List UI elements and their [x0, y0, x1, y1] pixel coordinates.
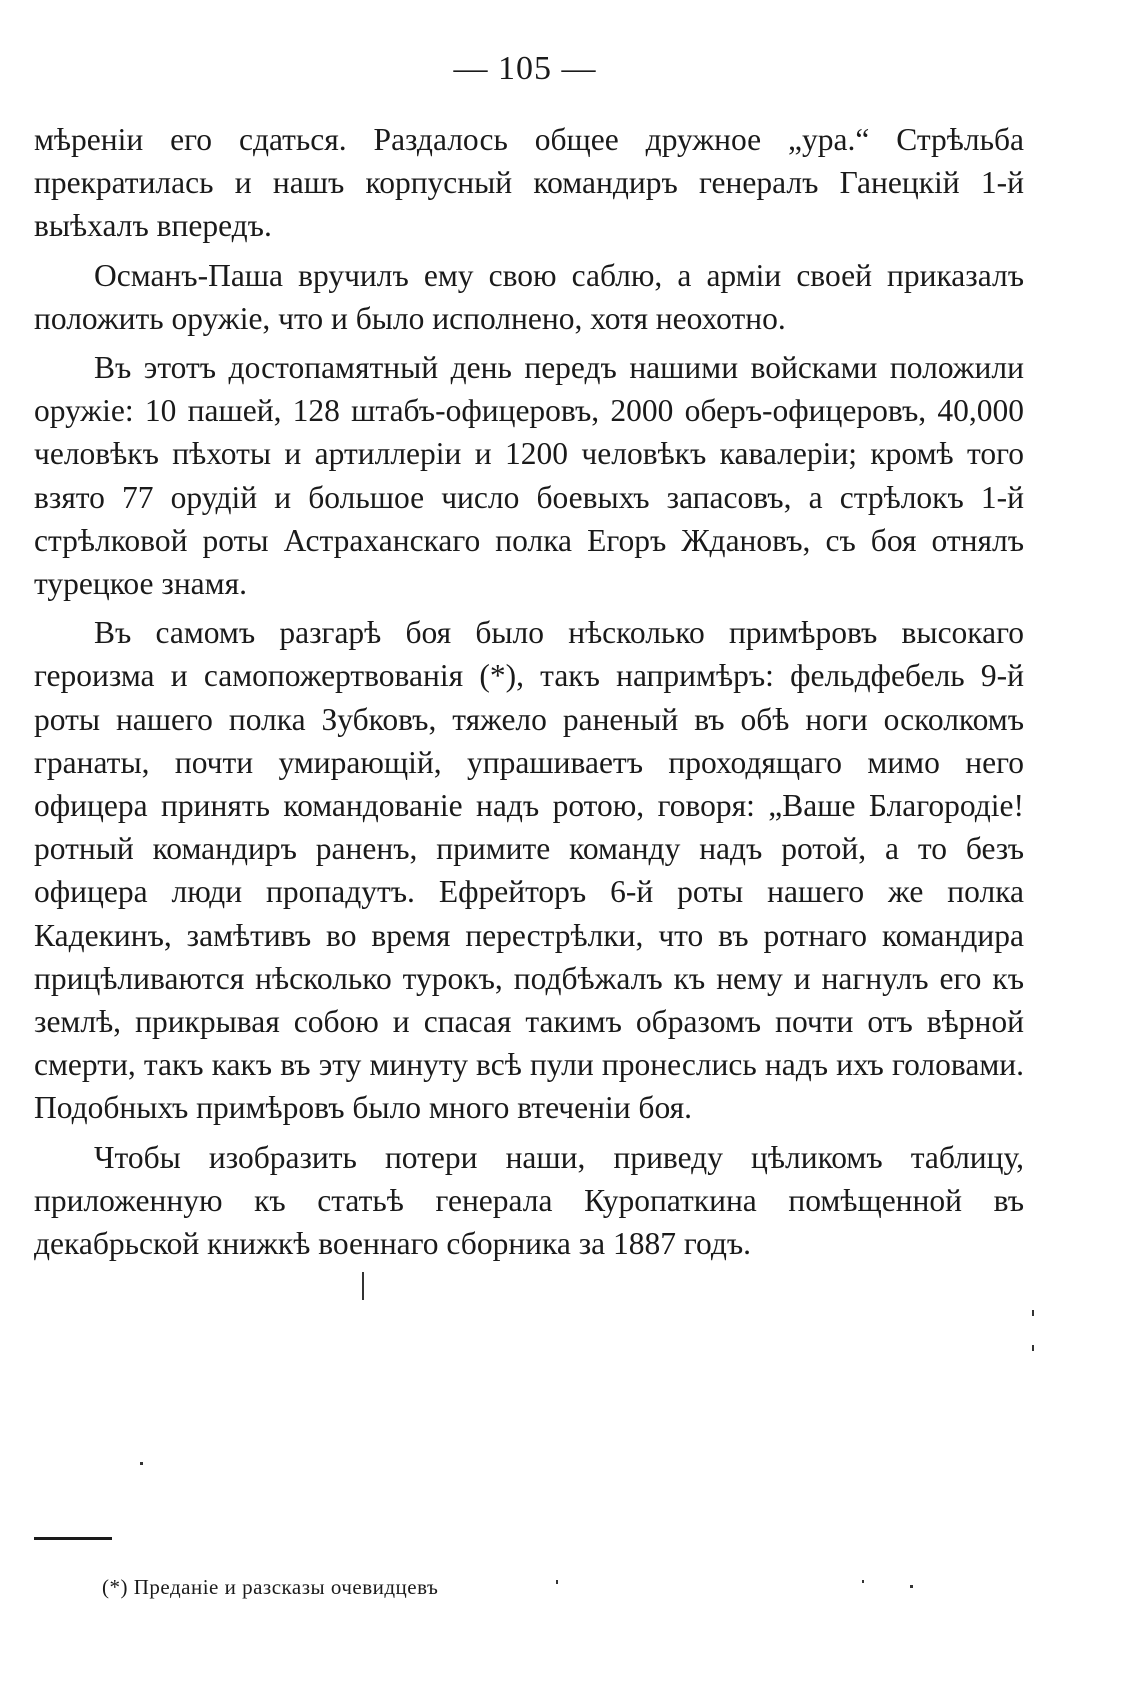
paragraph-4: Въ самомъ разгарѣ боя было нѣсколько примѣровъ высокаго героизма и самопожертвованія (*), такъ напримѣръ: фельдфебель 9-й роты нашего полка Зубковъ, тяжело раненый въ обѣ ноги осколкомъ гранаты, почти умирающій, упрашиваетъ проходящаго мимо него офицера принять командованіе надъ ротою, говоря: „Ваше Благородіе! ротный командиръ раненъ, примите команду надъ ротой, а то безъ офицера люди пропадутъ. Ефрейторъ 6-й роты нашего же полка Кадекинъ, замѣтивъ во время перестрѣлки, что въ ротнаго командира прицѣливаются нѣсколько турокъ, подбѣжалъ къ нему и нагнулъ его къ землѣ, прикрывая собою и спасая такимъ образомъ почти отъ вѣрной смерти, такъ какъ въ эту минуту всѣ пули пронеслись надъ ихъ головами. Подобныхъ примѣровъ было много втеченіи боя. [34, 615, 1024, 1126]
scan-speck [556, 1580, 558, 1584]
paragraph-3: Въ этотъ достопамятный день передъ нашими войсками положили оружіе: 10 пашей, 128 штабъ-офицеровъ, 2000 оберъ-офицеровъ, 40,000 человѣкъ пѣхоты и артиллеріи и 1200 человѣкъ кавалеріи; кромѣ того взято 77 орудій и большое число боевыхъ запасовъ, а стрѣлокъ 1-й стрѣлковой роты Астраханскаго полка Егоръ Ждановъ, съ боя отнялъ турецкое знамя. [34, 350, 1024, 602]
page-number: — 105 — [453, 50, 597, 87]
scan-speck [862, 1580, 864, 1583]
paragraph-1: мѣреніи его сдаться. Раздалось общее дружное „ура.“ Стрѣльба прекратилась и нашъ корпусный командиръ генералъ Ганецкій 1-й выѣхалъ впередъ. [34, 122, 1024, 244]
footnote: (*) Преданіе и разсказы очевидцевъ [102, 1575, 439, 1599]
main-text [34, 118, 1024, 1271]
scan-speck [910, 1585, 913, 1588]
paragraph-2: Османъ-Паша вручилъ ему свою саблю, а арміи своей приказалъ положить оружіе, что и было исполнено, хотя неохотно. [34, 257, 1024, 336]
scan-speck [1032, 1345, 1034, 1351]
paragraph-5: Чтобы изобразить потери наши, приведу цѣликомъ таблицу, приложенную къ статьѣ генерала Куропаткина помѣщенной въ декабрьской книжкѣ военнаго сборника за 1887 годъ. [34, 1139, 1024, 1262]
footnote-rule [34, 1537, 112, 1540]
scan-speck [1032, 1310, 1034, 1316]
scan-speck [140, 1462, 143, 1465]
scan-speck [362, 1272, 364, 1300]
